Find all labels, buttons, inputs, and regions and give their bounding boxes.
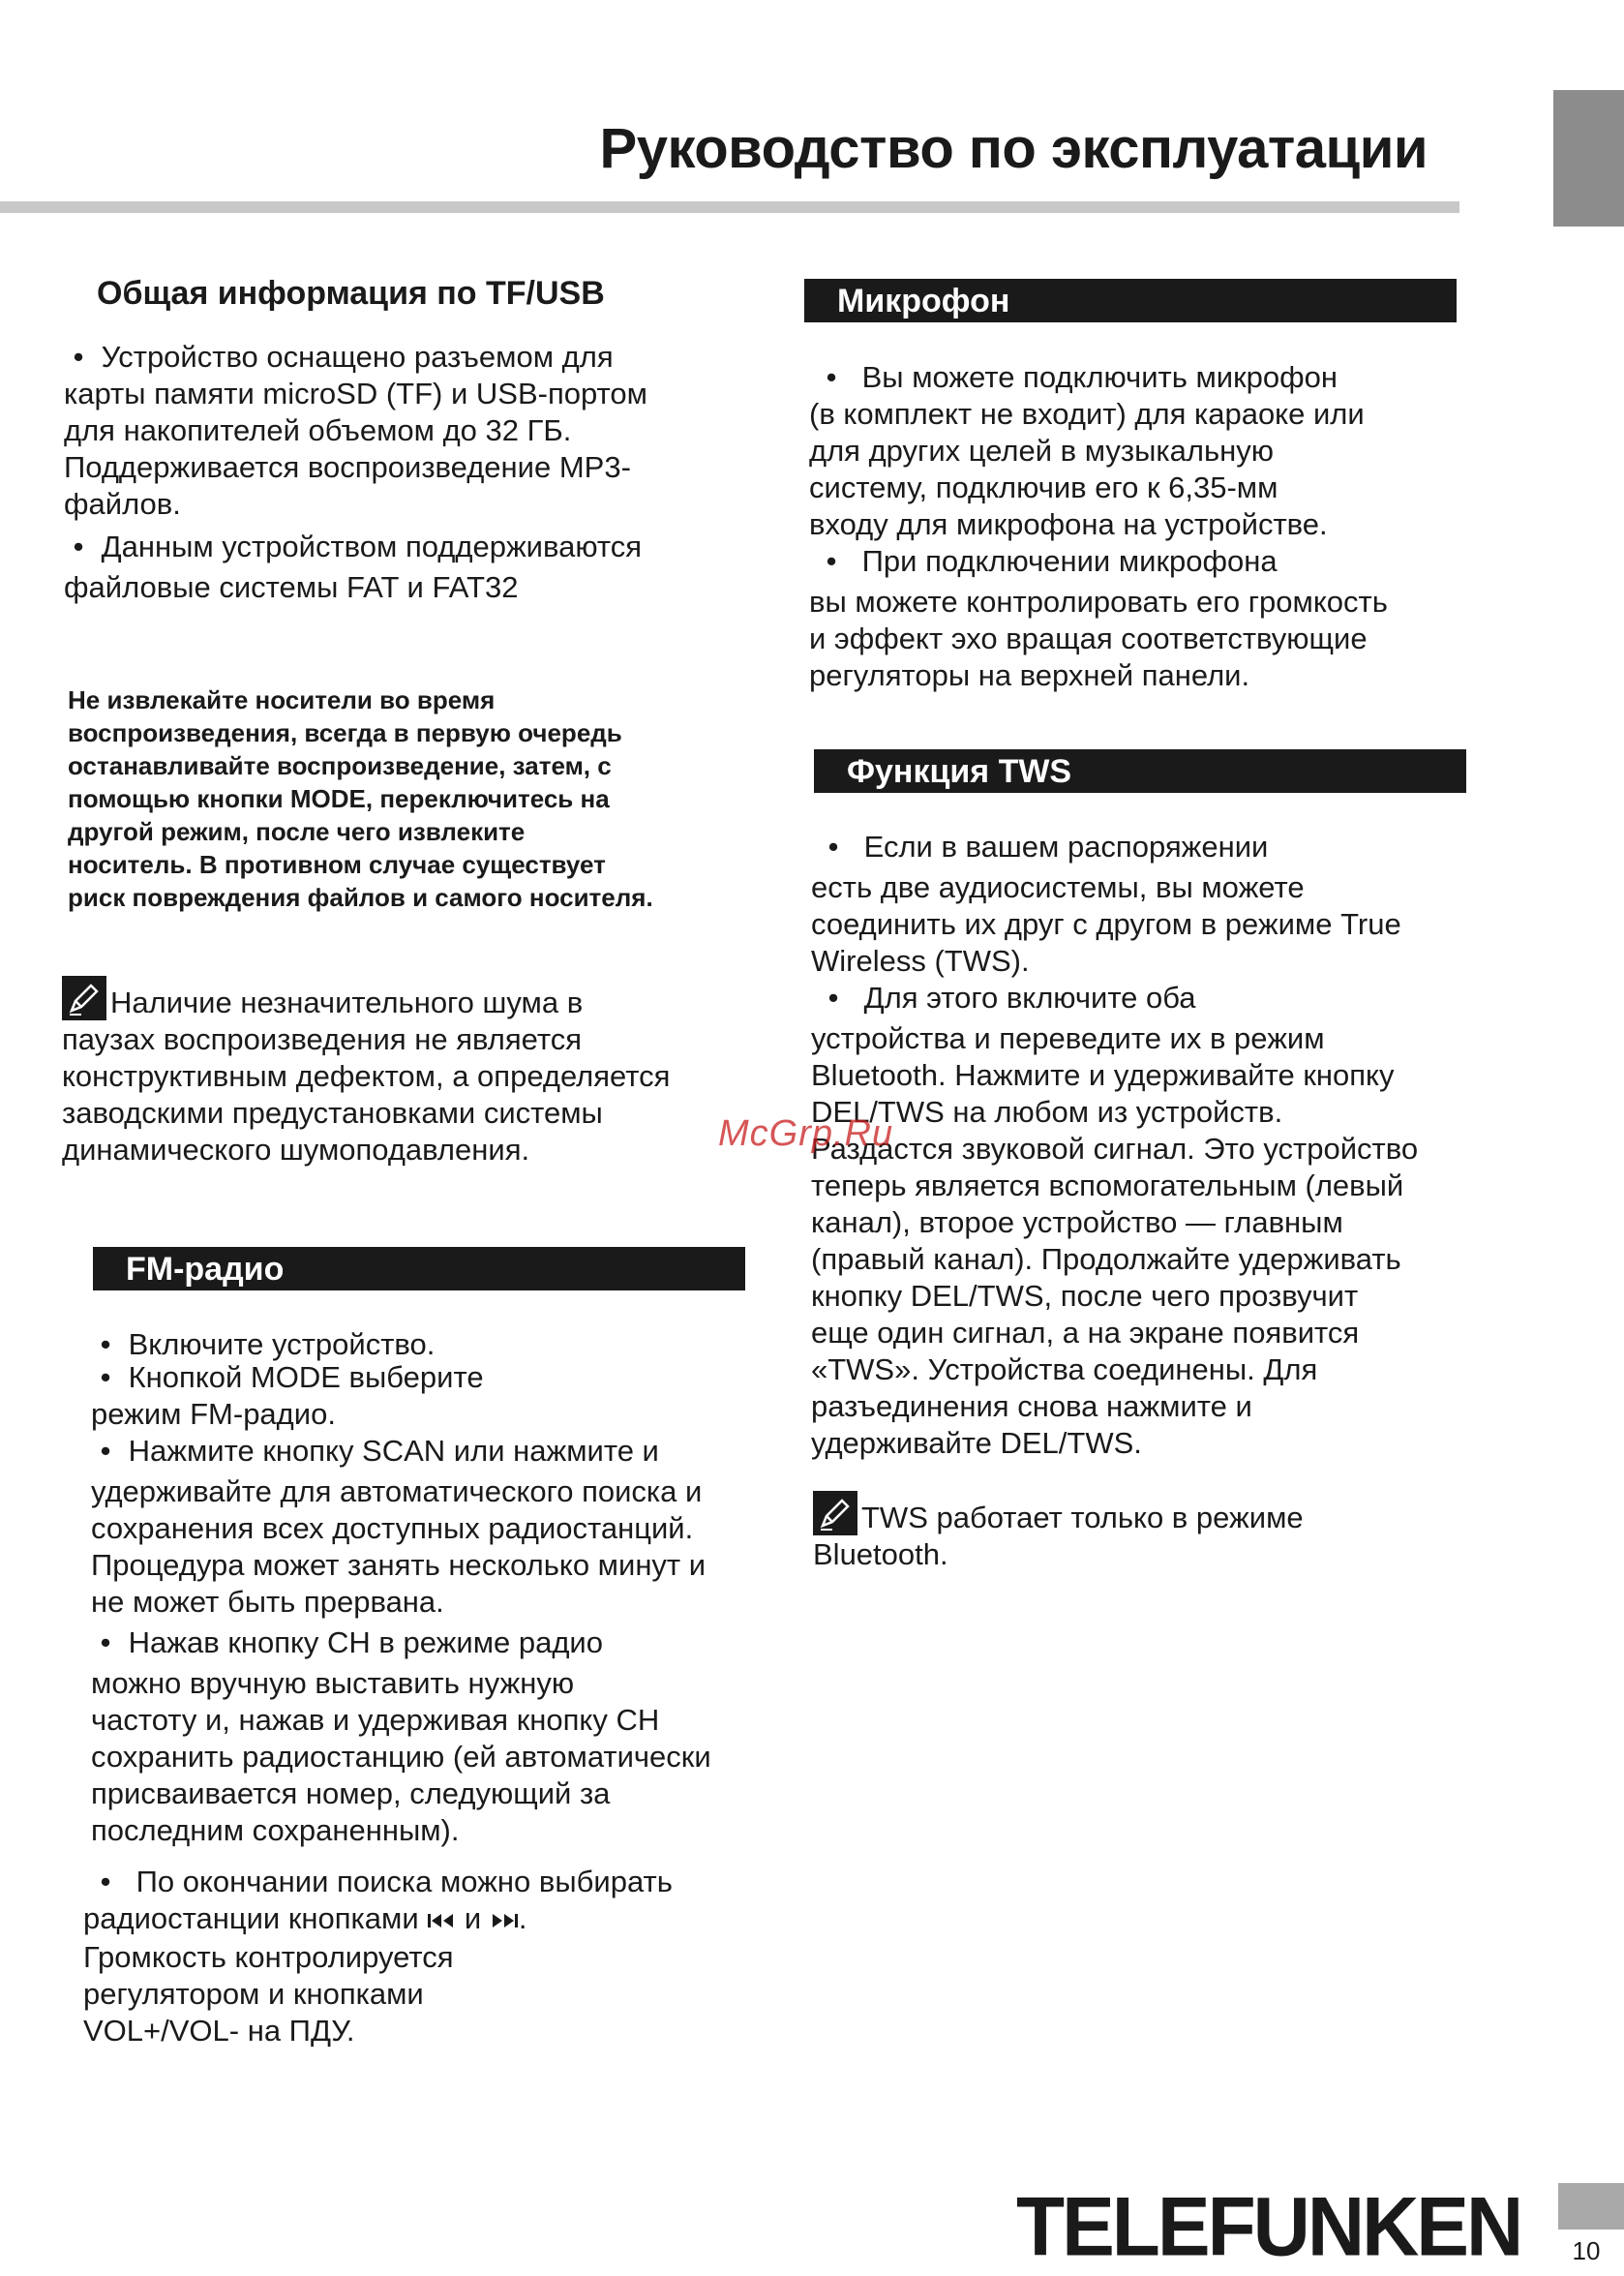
text-line: сохранения всех доступных радиостанций. [91, 1511, 694, 1545]
text-line: файловые системы FAT и FAT32 [64, 570, 519, 604]
text-line: для других целей в музыкальную [809, 434, 1275, 468]
noise-note [62, 976, 768, 1168]
text-line: присваивается номер, следующий за [91, 1776, 611, 1810]
text-line: • При подключении микрофона [809, 543, 1506, 580]
side-tab-marker [1553, 90, 1624, 227]
text-line: режим FM-радио. [91, 1397, 336, 1431]
header-rule [0, 201, 1459, 213]
bullet: • [827, 830, 839, 864]
text-line: разъединения снова нажмите и [811, 1389, 1252, 1423]
text-line: Поддерживается воспроизведение MP3- [64, 450, 631, 484]
text-line: для накопителей объемом до 32 ГБ. [64, 413, 572, 447]
page-number: 10 [1572, 2236, 1601, 2265]
text-line: и эффект эхо вращая соответствующие [809, 622, 1368, 655]
text-line: Раздастся звуковой сигнал. Это устройство [811, 1132, 1419, 1166]
text-line: • По окончании поиска можно выбирать [83, 1864, 761, 1900]
text-line: радиостанции кнопками и . [83, 1900, 761, 1939]
brand-logo: TELEFUNKEN [1016, 2181, 1521, 2274]
text-line: соединить их друг с другом в режиме True [811, 907, 1401, 941]
text-line: VOL+/VOL- на ПДУ. [83, 2014, 355, 2048]
note-pencil-icon [813, 1491, 857, 1535]
bullet: • [826, 544, 837, 578]
text-line: • Вы можете подключить микрофон [809, 359, 1506, 396]
text-line: можно вручную выставить нужную [91, 1666, 575, 1700]
text-line: удерживайте для автоматического поиска и [91, 1474, 703, 1508]
text-line: • Для этого включите оба [811, 980, 1508, 1017]
text-line: удерживайте DEL/TWS. [811, 1426, 1142, 1460]
watermark: McGrp.Ru [718, 1113, 894, 1154]
previous-track-icon [427, 1902, 456, 1939]
fm-heading: FM-радио [126, 1251, 285, 1288]
bullet: • [100, 1865, 111, 1898]
bullet: • [100, 1327, 111, 1361]
text-line: Наличие незначительного шума в [62, 976, 768, 1021]
text-line: • Нажмите кнопку SCAN или нажмите и [91, 1433, 768, 1470]
text-line: • Данным устройством поддерживаются [64, 529, 761, 565]
text-line: «TWS». Устройства соединены. Для [811, 1352, 1318, 1386]
mic-body [809, 359, 1506, 694]
mic-heading-bar [804, 279, 1457, 322]
bullet: • [826, 360, 837, 394]
text-line: систему, подключив его к 6,35-мм [809, 470, 1278, 504]
text-line: файлов. [64, 487, 181, 521]
bullet: • [827, 981, 839, 1015]
text-line: (в комплект не входит) для караоке или [809, 397, 1365, 431]
text-line: DEL/TWS на любом из устройств. [811, 1095, 1283, 1129]
text-line: регулятором и кнопками [83, 1977, 424, 2011]
bullet: • [73, 340, 84, 374]
note-pencil-icon [62, 976, 106, 1020]
page-title: Руководство по эксплуатации [599, 117, 1428, 180]
bullet: • [73, 530, 84, 563]
tf-usb-body [64, 339, 761, 606]
tws-heading: Функция TWS [847, 753, 1072, 790]
bullet: • [100, 1434, 111, 1468]
text-line: • Нажав кнопку CH в режиме радио [91, 1624, 768, 1661]
tws-body [811, 829, 1508, 1462]
tf-usb-heading: Общая информация по TF/USB [97, 275, 605, 312]
next-track-icon [490, 1902, 519, 1939]
text-line: Процедура может занять несколько минут и [91, 1548, 707, 1582]
text-line: входу для микрофона на устройстве. [809, 507, 1328, 541]
text-line: Bluetooth. Нажмите и удерживайте кнопку [811, 1058, 1395, 1092]
text-line: конструктивным дефектом, а определяется [62, 1059, 671, 1093]
text-line: заводскими предустановками системы [62, 1096, 603, 1130]
bullet: • [100, 1360, 111, 1394]
text-line: не может быть прервана. [91, 1585, 444, 1619]
text-line: динамического шумоподавления. [62, 1133, 530, 1167]
text-line: устройства и переведите их в режим [811, 1021, 1325, 1055]
text-line: • Кнопкой MODE выберите [91, 1359, 768, 1396]
text-line: Bluetooth. [813, 1537, 948, 1571]
text-line: еще один сигнал, а на экране появится [811, 1316, 1360, 1350]
text-line: Wireless (TWS). [811, 944, 1030, 978]
removal-warning: Не извлекайте носители во время воспроизведения, всегда в первую очередь останавливайте воспроизведение, затем, с помощью кнопки MODE, переключитесь на другой режим, после чего извлеките носитель. В противном случае существует риск повреждения файлов и самого носителя. [68, 685, 653, 912]
text-line: есть две аудиосистемы, вы можете [811, 870, 1305, 904]
text-line: последним сохраненным). [91, 1813, 460, 1847]
mic-heading: Микрофон [837, 283, 1010, 319]
fm-body [91, 1326, 768, 1849]
text-line: • Если в вашем распоряжении [811, 829, 1508, 865]
tws-heading-bar [814, 749, 1466, 793]
text-line: паузах воспроизведения не является [62, 1022, 582, 1056]
bullet: • [100, 1625, 111, 1659]
text-line: сохранить радиостанцию (ей автоматически [91, 1740, 711, 1774]
text-line: TWS работает только в режиме [813, 1491, 1490, 1536]
text-line: карты памяти microSD (TF) и USB-портом [64, 377, 647, 410]
fm-body-end [83, 1864, 761, 2049]
text-line: частоту и, нажав и удерживая кнопку CH [91, 1703, 660, 1737]
text-line: теперь является вспомогательным (левый [811, 1168, 1404, 1202]
fm-heading-bar [93, 1247, 745, 1290]
text-line: (правый канал). Продолжайте удерживать [811, 1242, 1401, 1276]
text-line: кнопку DEL/TWS, после чего прозвучит [811, 1279, 1359, 1313]
tws-note [813, 1491, 1490, 1573]
text-line: • Устройство оснащено разъемом для [64, 339, 761, 376]
text-line: регуляторы на верхней панели. [809, 658, 1250, 692]
text-line: • Включите устройство. [91, 1326, 768, 1363]
text-line: канал), второе устройство — главным [811, 1205, 1343, 1239]
text-line: Громкость контролируется [83, 1940, 454, 1974]
page-tab-marker [1558, 2183, 1624, 2230]
text-line: вы можете контролировать его громкость [809, 585, 1388, 619]
